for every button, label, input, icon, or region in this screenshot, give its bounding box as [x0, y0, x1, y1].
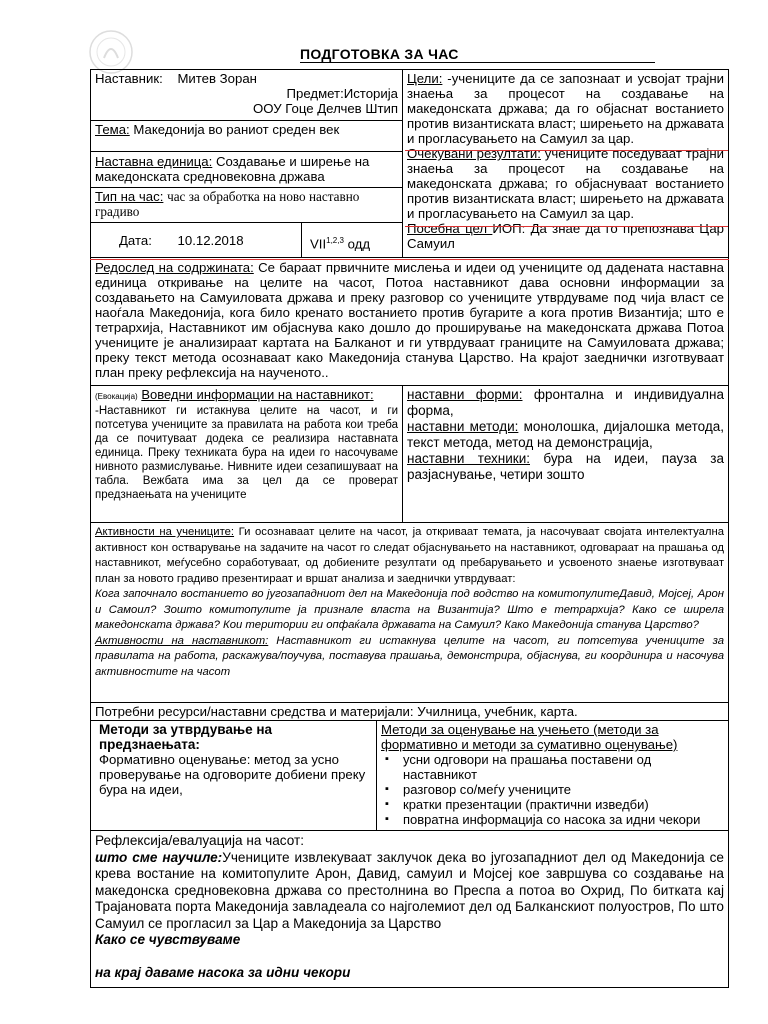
assessment-cell — [376, 720, 729, 831]
intro-tag: (Евокација) — [95, 392, 138, 401]
forms-cell — [402, 385, 729, 523]
class-sup: 1,2,3 — [326, 236, 344, 245]
learned-text: Учениците извлекуваат заклучок дека во југозападниот дел од Македонија се крева востание на комитопулите Арон, Давид, самуил и Мојсеј кое завршува со создавање на македонска средновековна држава со престолнина во Преспа а потоа во Охрид, По битката кај Трајановата порта Македонија завладеала со најголемиот дел од Балканскиот полуостров, По што Самуил се прогласил за Цар а Македонија за Царство — [95, 849, 724, 931]
resources-cell — [90, 702, 729, 721]
expected-label: Очекувани резултати: — [407, 146, 541, 161]
students-activities-text: Ги осознаваат целите на часот, ја откриваат темата, ја насочуваат својата интелектуална активност кон остварување на задачите на часот го следат објаснувањето на наставникот, одговараат на прашања од наставникот, меѓусебно соработуваат, од добиените резултати од пребарувањето и усвоеното знаење изготвуваат план за новото градиво презентираат и вршат анализа и заеднички утврдуваат: — [95, 526, 725, 585]
sequence-cell — [90, 257, 729, 386]
date-label: Дата: — [119, 233, 152, 248]
goals-cell — [402, 69, 729, 258]
class-roman: VII — [310, 236, 327, 252]
teacher-activities-text: Наставникот ги истакнува целите на часот, ги потсетува учениците за правилата на работа, раскажува/поучува, поставува прашања, демонстрира, објаснува, ги координира и насочува активностите на часот — [95, 634, 725, 678]
theme-value: Македонија во раниот среден век — [133, 122, 340, 137]
assessment-list — [381, 752, 724, 827]
red-divider — [90, 259, 729, 260]
special-goal-label: Посебна цел — [407, 221, 493, 236]
special-goal-text: ИОП: Да знае да го препознава Цар Самуил — [407, 221, 724, 251]
page-title: ПОДГОТОВКА ЗА ЧАС — [300, 46, 459, 62]
subject-text: Предмет:Историја — [286, 86, 398, 101]
list-item: ▪ усни одговори на прашања поставени од наставникот — [403, 752, 724, 782]
methods-check-cell — [90, 720, 377, 831]
teacher-cell — [90, 69, 403, 121]
unit-cell — [90, 151, 403, 188]
intro-text: -Наставникот ги истакнува целите на часот, и ги потсетува учениците за правилата на работа кои треба да се почитуваат додека се реализира наставната единица. Преку техниката бура на идеи го насочуваме нивното размислување. Нивните идеи сезапишуваат на табла. Вежбата има за цел да се проверат предзнаењата на учениците — [95, 405, 398, 501]
resources-label: Потребни ресурси/наставни средства и материјали: — [95, 704, 414, 719]
resources-text: Училница, учебник, карта. — [417, 704, 578, 719]
title-underline — [300, 62, 655, 63]
red-divider — [405, 150, 728, 151]
class-suffix: одд — [347, 236, 371, 252]
assessment-title: Методи за оценување на учењето (методи за формативно и методи за сумативно оценување) — [381, 722, 678, 752]
list-item: ▪ кратки презентации (практични изведби) — [403, 797, 724, 812]
list-item: ▪ повратна информација со насока за идни чекори — [403, 812, 724, 827]
date-value: 10.12.2018 — [177, 233, 244, 248]
goals-text: -учениците да се запознаат и усвојат трајни знаења за процесот на создавање на македонската држава; да го објаснат востанието против византиската власт; ширењето на државата и прогласувањето на Самуил за цар. — [407, 71, 724, 146]
theme-cell — [90, 120, 403, 152]
reflection-cell — [90, 830, 729, 988]
methods-check-title: Методи за утврдување на предзнаењата: — [99, 722, 273, 752]
lesson-type-value: час за обработка на ново наставно градиво — [95, 189, 360, 219]
feel-text: Како се чувствуваме — [95, 932, 241, 947]
unit-value: Создавање и ширење на македонската средновековна држава — [95, 154, 370, 184]
students-activities-label: Активности на учениците: — [95, 526, 235, 538]
intro-label: Воведни информации на наставникот: — [141, 387, 374, 402]
list-item: ▪ разговор со/меѓу учениците — [403, 782, 724, 797]
teacher-label: Наставник: — [95, 71, 163, 86]
lesson-type-label: Тип на час: — [95, 189, 164, 204]
learned-label: што сме научиле: — [95, 849, 223, 865]
methods-check-text: Формативно оценување: метод за усно проверување на одговорите добиени преку бура на идеи, — [99, 752, 366, 797]
sequence-text: Се бараат првичните мислења и идеи од учениците од дадената наставна единица откривање на целите на часот, Потоа наставникот дава основни информации за создавањето на Самуиловата држава и преку разговор со учениците утврдуваме под чија власт се наоѓала Македонија, кога било кренато востанието против бугарите а кога против Византија; што е тетрархија, Наставникот им објаснува како дошло до проширување на македонската држава Потоа учениците је анализираат картата на Балканот и ги утврдуваат границите на Самуиловата држава; преку текст метода осознаваат како Македонија станува Царство. На крајот заеднички изготвуваат план преку рефлексија на наученото.. — [95, 260, 725, 380]
theme-label: Тема: — [95, 122, 130, 137]
forms-label: наставни форми: — [407, 387, 523, 402]
intro-cell — [90, 385, 403, 523]
red-divider — [405, 226, 728, 227]
date-cell — [90, 222, 302, 258]
school-text: ООУ Гоце Делчев Штип — [252, 101, 398, 116]
forms-text: фронтална и индивидуална форма, — [407, 387, 724, 418]
teacher-name: Митев Зоран — [177, 71, 257, 86]
reflection-label: Рефлексија/евалуација на часот: — [95, 833, 305, 848]
sequence-label: Редослед на содржината: — [95, 260, 254, 275]
teacher-activities-label: Активности на наставникот: — [95, 634, 269, 647]
unit-label: Наставна единица: — [95, 154, 213, 169]
class-cell — [301, 222, 403, 258]
lesson-type-cell — [90, 187, 403, 223]
lesson-questions: Кога започнало востанието во југозападниот дел на Македонија под водство на комитопулитеДавид, Мојсеј, Арон и Самоил? Зошто комитопулите ја признале власта на Византија? Што е тетрархија? Како се ширела македонската држава? Кои територии ги опфаќала државата на Самуил? Како Македонија станува Царство? — [95, 588, 724, 631]
techniques-label: наставни техники: — [407, 451, 530, 466]
techniques-text: бура на идеи, пауза за разјаснување, четири зошто — [407, 451, 724, 482]
goals-label: Цели: — [407, 71, 443, 86]
next-steps-text: на крај даваме насока за идни чекори — [95, 964, 351, 980]
activities-cell — [90, 522, 729, 703]
expected-text: учениците поседуваат трајни знаења за процесот на создавање на македонската држава; го објаснуваат востанието против византиската власт; ширењето на државата и прогласувањето на Самуил за цар. — [407, 146, 725, 221]
methods-label: наставни методи: — [407, 419, 519, 434]
methods-text: монолошка, дијалошка метода, текст метода, метод на демонстрација, — [407, 419, 724, 450]
